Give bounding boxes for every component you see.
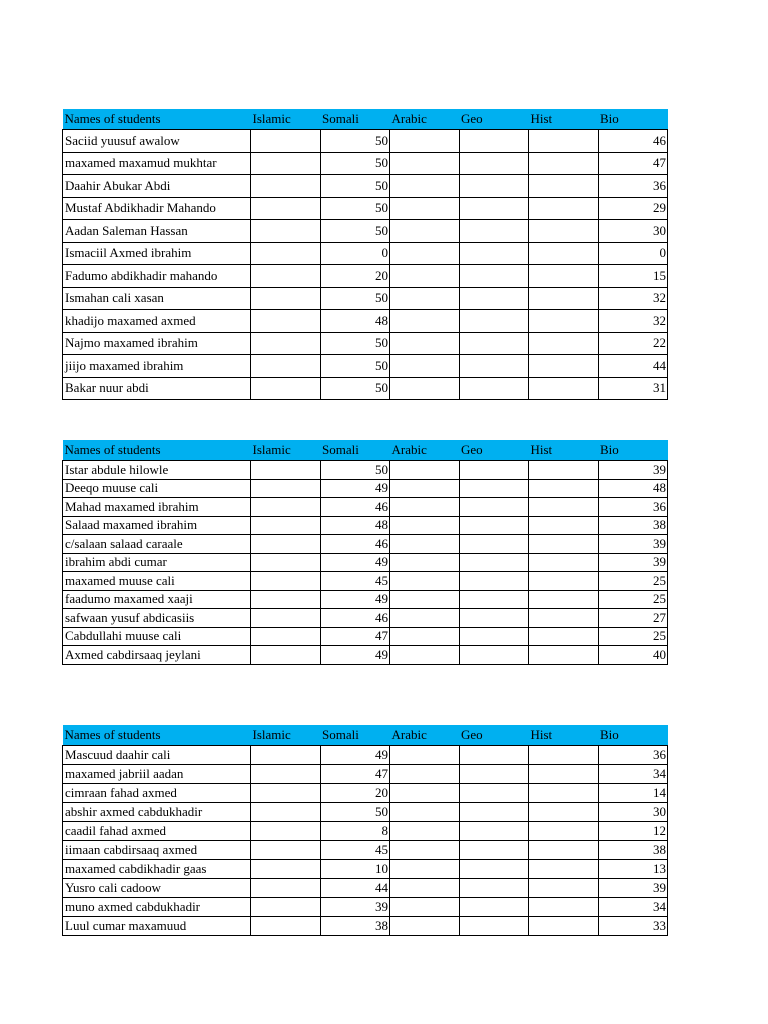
score-cell-islamic bbox=[251, 803, 321, 822]
score-cell-hist bbox=[529, 130, 599, 153]
score-cell-islamic bbox=[251, 746, 321, 765]
score-cell-bio: 22 bbox=[598, 332, 668, 355]
score-cell-hist bbox=[529, 265, 599, 288]
column-header-arabic: Arabic bbox=[390, 725, 460, 746]
score-cell-islamic bbox=[251, 784, 321, 803]
score-cell-bio: 13 bbox=[598, 860, 668, 879]
student-name-cell: Aadan Saleman Hassan bbox=[63, 220, 251, 243]
score-cell-hist bbox=[529, 175, 599, 198]
score-cell-somali: 50 bbox=[320, 377, 390, 400]
student-name-cell: Ismaciil Axmed ibrahim bbox=[63, 242, 251, 265]
score-cell-arabic bbox=[390, 130, 460, 153]
score-cell-arabic bbox=[390, 898, 460, 917]
score-cell-geo bbox=[459, 197, 529, 220]
score-cell-somali: 50 bbox=[320, 287, 390, 310]
score-cell-bio: 25 bbox=[598, 627, 668, 646]
table-row bbox=[63, 746, 668, 765]
student-name-cell: jiijo maxamed ibrahim bbox=[63, 355, 251, 378]
column-header-islamic: Islamic bbox=[251, 109, 321, 130]
score-cell-bio: 12 bbox=[598, 822, 668, 841]
score-cell-hist bbox=[529, 287, 599, 310]
score-cell-somali: 20 bbox=[320, 784, 390, 803]
score-cell-islamic bbox=[251, 553, 321, 572]
score-cell-bio: 40 bbox=[598, 646, 668, 665]
score-cell-arabic bbox=[390, 841, 460, 860]
score-cell-somali: 49 bbox=[320, 479, 390, 498]
score-cell-bio: 47 bbox=[598, 152, 668, 175]
score-cell-arabic bbox=[390, 265, 460, 288]
table-row bbox=[63, 646, 668, 665]
score-cell-arabic bbox=[390, 860, 460, 879]
score-cell-arabic bbox=[390, 535, 460, 554]
score-cell-arabic bbox=[390, 609, 460, 628]
score-cell-arabic bbox=[390, 152, 460, 175]
score-cell-geo bbox=[459, 535, 529, 554]
score-cell-hist bbox=[529, 355, 599, 378]
score-cell-islamic bbox=[251, 590, 321, 609]
score-cell-islamic bbox=[251, 242, 321, 265]
student-name-cell: Saciid yuusuf awalow bbox=[63, 130, 251, 153]
score-cell-bio: 14 bbox=[598, 784, 668, 803]
score-cell-bio: 48 bbox=[598, 479, 668, 498]
score-cell-bio: 30 bbox=[598, 803, 668, 822]
table-row bbox=[63, 310, 668, 333]
table-row bbox=[63, 784, 668, 803]
column-header-geo: Geo bbox=[459, 440, 529, 461]
student-name-cell: Luul cumar maxamuud bbox=[63, 917, 251, 936]
student-name-cell: Najmo maxamed ibrahim bbox=[63, 332, 251, 355]
score-cell-somali: 50 bbox=[320, 461, 390, 480]
score-cell-hist bbox=[529, 746, 599, 765]
score-cell-somali: 0 bbox=[320, 242, 390, 265]
score-cell-geo bbox=[459, 332, 529, 355]
score-cell-hist bbox=[529, 841, 599, 860]
score-cell-geo bbox=[459, 646, 529, 665]
score-cell-geo bbox=[459, 627, 529, 646]
score-cell-geo bbox=[459, 879, 529, 898]
score-cell-hist bbox=[529, 332, 599, 355]
score-cell-hist bbox=[529, 152, 599, 175]
score-cell-islamic bbox=[251, 572, 321, 591]
student-name-cell: Axmed cabdirsaaq jeylani bbox=[63, 646, 251, 665]
score-cell-hist bbox=[529, 197, 599, 220]
score-cell-geo bbox=[459, 130, 529, 153]
student-name-cell: Mascuud daahir cali bbox=[63, 746, 251, 765]
table-row bbox=[63, 627, 668, 646]
score-cell-somali: 46 bbox=[320, 609, 390, 628]
score-cell-hist bbox=[529, 898, 599, 917]
table-row bbox=[63, 220, 668, 243]
score-cell-hist bbox=[529, 627, 599, 646]
score-cell-bio: 32 bbox=[598, 310, 668, 333]
score-cell-hist bbox=[529, 535, 599, 554]
table-row bbox=[63, 355, 668, 378]
student-name-cell: Istar abdule hilowle bbox=[63, 461, 251, 480]
score-cell-islamic bbox=[251, 860, 321, 879]
score-cell-bio: 31 bbox=[598, 377, 668, 400]
score-cell-arabic bbox=[390, 461, 460, 480]
score-cell-bio: 39 bbox=[598, 879, 668, 898]
score-cell-bio: 15 bbox=[598, 265, 668, 288]
score-cell-somali: 50 bbox=[320, 152, 390, 175]
score-cell-hist bbox=[529, 609, 599, 628]
student-name-cell: Yusro cali cadoow bbox=[63, 879, 251, 898]
table-row bbox=[63, 130, 668, 153]
score-cell-somali: 48 bbox=[320, 516, 390, 535]
score-cell-hist bbox=[529, 377, 599, 400]
score-cell-geo bbox=[459, 479, 529, 498]
score-cell-islamic bbox=[251, 332, 321, 355]
score-cell-somali: 45 bbox=[320, 841, 390, 860]
score-cell-bio: 46 bbox=[598, 130, 668, 153]
student-name-cell: cimraan fahad axmed bbox=[63, 784, 251, 803]
student-name-cell: caadil fahad axmed bbox=[63, 822, 251, 841]
score-cell-geo bbox=[459, 822, 529, 841]
column-header-somali: Somali bbox=[320, 109, 390, 130]
score-cell-arabic bbox=[390, 242, 460, 265]
score-cell-islamic bbox=[251, 627, 321, 646]
score-cell-geo bbox=[459, 152, 529, 175]
score-cell-somali: 46 bbox=[320, 498, 390, 517]
student-name-cell: abshir axmed cabdukhadir bbox=[63, 803, 251, 822]
table-row bbox=[63, 516, 668, 535]
score-cell-arabic bbox=[390, 765, 460, 784]
table-row bbox=[63, 609, 668, 628]
score-cell-arabic bbox=[390, 498, 460, 517]
score-cell-somali: 50 bbox=[320, 220, 390, 243]
score-cell-islamic bbox=[251, 646, 321, 665]
score-cell-bio: 36 bbox=[598, 498, 668, 517]
score-cell-somali: 50 bbox=[320, 332, 390, 355]
header-row bbox=[63, 725, 668, 746]
score-cell-hist bbox=[529, 498, 599, 517]
score-cell-geo bbox=[459, 803, 529, 822]
column-header-bio: Bio bbox=[598, 725, 668, 746]
score-cell-hist bbox=[529, 461, 599, 480]
score-cell-bio: 39 bbox=[598, 553, 668, 572]
score-cell-arabic bbox=[390, 646, 460, 665]
table-row bbox=[63, 479, 668, 498]
score-cell-geo bbox=[459, 746, 529, 765]
score-cell-somali: 49 bbox=[320, 553, 390, 572]
score-cell-geo bbox=[459, 175, 529, 198]
score-cell-hist bbox=[529, 879, 599, 898]
score-cell-islamic bbox=[251, 197, 321, 220]
score-cell-geo bbox=[459, 220, 529, 243]
score-cell-geo bbox=[459, 265, 529, 288]
score-cell-somali: 20 bbox=[320, 265, 390, 288]
score-cell-arabic bbox=[390, 553, 460, 572]
score-cell-arabic bbox=[390, 175, 460, 198]
column-header-geo: Geo bbox=[459, 725, 529, 746]
score-cell-bio: 34 bbox=[598, 898, 668, 917]
table-row bbox=[63, 590, 668, 609]
score-cell-somali: 8 bbox=[320, 822, 390, 841]
score-cell-arabic bbox=[390, 197, 460, 220]
score-cell-bio: 44 bbox=[598, 355, 668, 378]
score-cell-arabic bbox=[390, 822, 460, 841]
score-cell-arabic bbox=[390, 572, 460, 591]
column-header-bio: Bio bbox=[598, 440, 668, 461]
score-cell-hist bbox=[529, 822, 599, 841]
student-name-cell: Fadumo abdikhadir mahando bbox=[63, 265, 251, 288]
score-cell-arabic bbox=[390, 879, 460, 898]
table-row bbox=[63, 572, 668, 591]
table-row bbox=[63, 152, 668, 175]
score-cell-bio: 27 bbox=[598, 609, 668, 628]
score-cell-somali: 10 bbox=[320, 860, 390, 879]
score-cell-arabic bbox=[390, 479, 460, 498]
column-header-somali: Somali bbox=[320, 725, 390, 746]
score-cell-hist bbox=[529, 479, 599, 498]
score-cell-somali: 50 bbox=[320, 175, 390, 198]
table-row bbox=[63, 535, 668, 554]
score-cell-bio: 36 bbox=[598, 746, 668, 765]
score-cell-hist bbox=[529, 784, 599, 803]
column-header-name: Names of students bbox=[63, 440, 251, 461]
score-cell-bio: 0 bbox=[598, 242, 668, 265]
score-cell-islamic bbox=[251, 765, 321, 784]
score-cell-hist bbox=[529, 572, 599, 591]
score-cell-bio: 30 bbox=[598, 220, 668, 243]
table-row bbox=[63, 822, 668, 841]
score-cell-somali: 49 bbox=[320, 746, 390, 765]
column-header-somali: Somali bbox=[320, 440, 390, 461]
student-name-cell: maxamed muuse cali bbox=[63, 572, 251, 591]
column-header-hist: Hist bbox=[529, 440, 599, 461]
score-cell-islamic bbox=[251, 879, 321, 898]
score-cell-bio: 32 bbox=[598, 287, 668, 310]
student-name-cell: c/salaan salaad caraale bbox=[63, 535, 251, 554]
score-cell-hist bbox=[529, 553, 599, 572]
score-cell-somali: 47 bbox=[320, 627, 390, 646]
score-cell-somali: 38 bbox=[320, 917, 390, 936]
score-cell-hist bbox=[529, 803, 599, 822]
student-name-cell: safwaan yusuf abdicasiis bbox=[63, 609, 251, 628]
table-row bbox=[63, 553, 668, 572]
student-name-cell: muno axmed cabdukhadir bbox=[63, 898, 251, 917]
score-cell-islamic bbox=[251, 479, 321, 498]
score-cell-bio: 38 bbox=[598, 516, 668, 535]
score-cell-islamic bbox=[251, 175, 321, 198]
score-cell-geo bbox=[459, 917, 529, 936]
score-cell-arabic bbox=[390, 332, 460, 355]
score-cell-geo bbox=[459, 784, 529, 803]
score-cell-somali: 49 bbox=[320, 590, 390, 609]
table-row bbox=[63, 498, 668, 517]
score-cell-somali: 45 bbox=[320, 572, 390, 591]
score-cell-somali: 46 bbox=[320, 535, 390, 554]
score-cell-arabic bbox=[390, 355, 460, 378]
student-name-cell: ibrahim abdi cumar bbox=[63, 553, 251, 572]
score-cell-geo bbox=[459, 765, 529, 784]
table-row bbox=[63, 841, 668, 860]
score-cell-arabic bbox=[390, 377, 460, 400]
score-cell-somali: 50 bbox=[320, 355, 390, 378]
student-name-cell: maxamed maxamud mukhtar bbox=[63, 152, 251, 175]
table-row bbox=[63, 860, 668, 879]
score-cell-islamic bbox=[251, 287, 321, 310]
table-row bbox=[63, 879, 668, 898]
score-cell-somali: 50 bbox=[320, 803, 390, 822]
score-cell-geo bbox=[459, 310, 529, 333]
score-cell-islamic bbox=[251, 609, 321, 628]
score-cell-bio: 36 bbox=[598, 175, 668, 198]
student-name-cell: khadijo maxamed axmed bbox=[63, 310, 251, 333]
header-row bbox=[63, 440, 668, 461]
score-cell-islamic bbox=[251, 516, 321, 535]
score-cell-somali: 50 bbox=[320, 130, 390, 153]
column-header-islamic: Islamic bbox=[251, 440, 321, 461]
table-row bbox=[63, 803, 668, 822]
score-cell-bio: 33 bbox=[598, 917, 668, 936]
score-cell-geo bbox=[459, 609, 529, 628]
score-cell-islamic bbox=[251, 152, 321, 175]
score-cell-geo bbox=[459, 553, 529, 572]
column-header-geo: Geo bbox=[459, 109, 529, 130]
score-cell-geo bbox=[459, 355, 529, 378]
score-cell-geo bbox=[459, 841, 529, 860]
score-cell-islamic bbox=[251, 535, 321, 554]
score-cell-islamic bbox=[251, 265, 321, 288]
student-name-cell: Cabdullahi muuse cali bbox=[63, 627, 251, 646]
score-cell-bio: 25 bbox=[598, 590, 668, 609]
student-name-cell: Bakar nuur abdi bbox=[63, 377, 251, 400]
score-cell-hist bbox=[529, 646, 599, 665]
score-cell-bio: 34 bbox=[598, 765, 668, 784]
score-cell-hist bbox=[529, 765, 599, 784]
score-cell-arabic bbox=[390, 310, 460, 333]
score-cell-geo bbox=[459, 461, 529, 480]
table-row bbox=[63, 175, 668, 198]
score-cell-somali: 50 bbox=[320, 197, 390, 220]
score-cell-islamic bbox=[251, 898, 321, 917]
score-cell-arabic bbox=[390, 803, 460, 822]
score-cell-hist bbox=[529, 917, 599, 936]
score-cell-islamic bbox=[251, 498, 321, 517]
grade-table-2 bbox=[62, 440, 668, 665]
score-cell-somali: 49 bbox=[320, 646, 390, 665]
column-header-arabic: Arabic bbox=[390, 440, 460, 461]
score-cell-hist bbox=[529, 516, 599, 535]
student-name-cell: Daahir Abukar Abdi bbox=[63, 175, 251, 198]
score-cell-geo bbox=[459, 377, 529, 400]
grade-table-1 bbox=[62, 109, 668, 400]
column-header-name: Names of students bbox=[63, 725, 251, 746]
table-row bbox=[63, 332, 668, 355]
score-cell-islamic bbox=[251, 355, 321, 378]
score-cell-bio: 25 bbox=[598, 572, 668, 591]
column-header-bio: Bio bbox=[598, 109, 668, 130]
student-name-cell: iimaan cabdirsaaq axmed bbox=[63, 841, 251, 860]
score-cell-islamic bbox=[251, 822, 321, 841]
score-cell-islamic bbox=[251, 220, 321, 243]
score-cell-arabic bbox=[390, 784, 460, 803]
score-cell-somali: 47 bbox=[320, 765, 390, 784]
score-cell-arabic bbox=[390, 220, 460, 243]
student-name-cell: maxamed cabdikhadir gaas bbox=[63, 860, 251, 879]
student-name-cell: Salaad maxamed ibrahim bbox=[63, 516, 251, 535]
table-row bbox=[63, 287, 668, 310]
score-cell-geo bbox=[459, 287, 529, 310]
score-cell-somali: 44 bbox=[320, 879, 390, 898]
column-header-hist: Hist bbox=[529, 725, 599, 746]
column-header-name: Names of students bbox=[63, 109, 251, 130]
score-cell-islamic bbox=[251, 310, 321, 333]
score-cell-hist bbox=[529, 590, 599, 609]
score-cell-bio: 29 bbox=[598, 197, 668, 220]
score-cell-geo bbox=[459, 898, 529, 917]
score-cell-arabic bbox=[390, 590, 460, 609]
score-cell-islamic bbox=[251, 917, 321, 936]
table-row bbox=[63, 898, 668, 917]
score-cell-islamic bbox=[251, 841, 321, 860]
score-cell-arabic bbox=[390, 627, 460, 646]
score-cell-arabic bbox=[390, 917, 460, 936]
score-cell-hist bbox=[529, 860, 599, 879]
student-name-cell: Deeqo muuse cali bbox=[63, 479, 251, 498]
table-row bbox=[63, 377, 668, 400]
table-row bbox=[63, 765, 668, 784]
score-cell-hist bbox=[529, 220, 599, 243]
student-name-cell: maxamed jabriil aadan bbox=[63, 765, 251, 784]
student-name-cell: Mahad maxamed ibrahim bbox=[63, 498, 251, 517]
score-cell-islamic bbox=[251, 461, 321, 480]
score-cell-bio: 38 bbox=[598, 841, 668, 860]
score-cell-geo bbox=[459, 498, 529, 517]
column-header-arabic: Arabic bbox=[390, 109, 460, 130]
score-cell-hist bbox=[529, 310, 599, 333]
score-cell-arabic bbox=[390, 746, 460, 765]
table-row bbox=[63, 242, 668, 265]
score-cell-somali: 39 bbox=[320, 898, 390, 917]
score-cell-arabic bbox=[390, 516, 460, 535]
student-name-cell: faadumo maxamed xaaji bbox=[63, 590, 251, 609]
column-header-hist: Hist bbox=[529, 109, 599, 130]
grade-table-3 bbox=[62, 725, 668, 936]
score-cell-geo bbox=[459, 590, 529, 609]
score-cell-geo bbox=[459, 572, 529, 591]
score-cell-geo bbox=[459, 242, 529, 265]
table-row bbox=[63, 461, 668, 480]
score-cell-bio: 39 bbox=[598, 535, 668, 554]
header-row bbox=[63, 109, 668, 130]
score-cell-somali: 48 bbox=[320, 310, 390, 333]
score-cell-islamic bbox=[251, 377, 321, 400]
column-header-islamic: Islamic bbox=[251, 725, 321, 746]
score-cell-geo bbox=[459, 516, 529, 535]
table-row bbox=[63, 265, 668, 288]
student-name-cell: Mustaf Abdikhadir Mahando bbox=[63, 197, 251, 220]
student-name-cell: Ismahan cali xasan bbox=[63, 287, 251, 310]
score-cell-islamic bbox=[251, 130, 321, 153]
score-cell-geo bbox=[459, 860, 529, 879]
table-row bbox=[63, 917, 668, 936]
score-cell-bio: 39 bbox=[598, 461, 668, 480]
table-row bbox=[63, 197, 668, 220]
score-cell-hist bbox=[529, 242, 599, 265]
score-cell-arabic bbox=[390, 287, 460, 310]
